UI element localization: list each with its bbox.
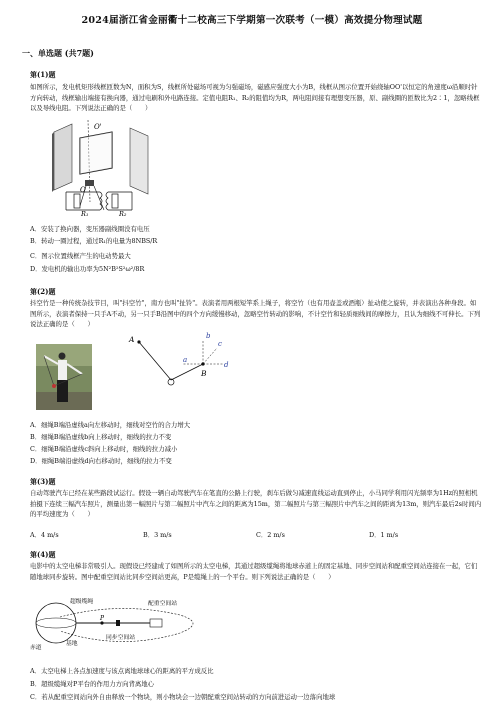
- q4-option-c: C．若从配重空间站向外自由释放一个物块，则小物块会一边朝配重空间站转动的方向前进运动一边落向地球: [30, 693, 336, 701]
- q4-fig-label-counterweight: 配重空间站: [148, 601, 177, 607]
- q3-number: 第(3)题: [30, 477, 56, 486]
- q1-fig-label-r1: R₁: [81, 210, 89, 218]
- q4-fig-label-cable: 超级缆绳: [70, 599, 94, 605]
- q2-text: 抖空竹是一种传统杂技节目，叫"抖空竹"，南方也叫"扯铃"。表演者用两根短竿系上绳子，将空竹（也有用壶盖或酒瓶）扯动使之旋转，并表演出各种身段。如图所示，表演者保持一只手A不动，另一只手B沿图中的四个方向缓慢移动，忽略空竹转动的影响，不计空竹和轻质细线间的摩擦力，且认为细线不可伸长。下列说法正确的是（ ）: [30, 299, 481, 328]
- q1-text: 如图所示，发电机矩形线框匝数为N，面积为S，线框所处磁场可视为匀强磁场，磁感应强度大小为B，线框从图示位置开始绕轴OO'以恒定的角速度ω沿顺时针方向转动，线框输出端接有换向器，通过电刷和外电路连接。定值电阻R₁、R₂的阻值均为R，两电阻间接有理想变压器，原、副线圈的匝数比为2∶1，忽略线框以及导线电阻。下列说法正确的是（ ）: [30, 83, 480, 112]
- q1-fig-label-r2: R₂: [119, 210, 127, 218]
- q3-option-d: D．1 m/s: [369, 531, 399, 539]
- q2-fig-label-a-line: a: [183, 356, 188, 364]
- q2-option-a: A．细绳B端沿虚线a向左移动时，细线对空竹的合力增大: [30, 421, 191, 429]
- q3-option-a: A．4 m/s: [30, 531, 59, 539]
- q4-fig-label-equator: 赤道: [30, 645, 42, 651]
- q4-option-b: B．超级缆绳对P平台的作用力方向背离地心: [30, 680, 155, 688]
- q4-option-a: A．太空电梯上各点加速度与该点离地球球心的距离的平方成反比: [30, 667, 214, 675]
- q2-rope-diagram: [125, 322, 245, 410]
- section-heading: 一、单选题 (共7题): [22, 48, 94, 58]
- q4-fig-label-sync-station: 同步空间站: [106, 635, 135, 641]
- q1-option-d: D．发电机的输出功率为5N²B²S²ω²/8R: [30, 265, 145, 273]
- page-title: 2024届浙江省金丽衢十二校高三下学期第一次联考（一模）高效提分物理试题: [81, 15, 423, 26]
- q2-option-d: D．细绳B端沿虚线d向右移动时，细线的拉力不变: [30, 457, 172, 465]
- q1-fig-label-o: O: [80, 186, 86, 194]
- q4-space-elevator-figure: [30, 593, 220, 663]
- q3-options: [30, 530, 482, 539]
- q1-option-c: C．图示位置线框产生的电动势最大: [30, 252, 131, 260]
- q2-number: 第(2)题: [30, 287, 56, 296]
- q1-fig-label-o-prime: O': [94, 123, 102, 131]
- q3-option-b: B．3 m/s: [143, 531, 172, 539]
- q4-fig-label-base: 基地: [66, 641, 78, 647]
- q1-option-b: B．转动一圈过程，通过R₁的电量为8NBS/R: [30, 237, 158, 245]
- q2-fig-label-b: B: [201, 369, 207, 378]
- q4-text: 电影中的太空电梯非常吸引人。现假设已经建成了如图所示的太空电梯，其通过超级缆绳将地球赤道上的固定基地、同步空间站和配重空间站连接在一起，它们随地球同步旋转。图中配重空间站比同步空间站更高，P是缆绳上的一个平台。则下列说法正确的是（ ）: [30, 562, 478, 581]
- q2-performer-photo: [36, 344, 92, 410]
- q4-number: 第(4)题: [30, 550, 56, 559]
- q2-fig-label-b-line: b: [206, 332, 211, 340]
- q2-fig-label-c-line: c: [218, 340, 222, 348]
- q3-text: 自动驾驶汽车已经在某些路段试运行。假设一辆自动驾驶汽车在笔直的公路上行驶，刹车后做匀减速直线运动直到停止，小马同学利用闪光频率为1Hz的照相机拍摄下连续三幅汽车照片，测量出第一幅照片与第二幅照片中汽车之间的距离为15m，第二幅照片与第三幅照片中汽车之间的距离为13m，则汽车最后2s时间内的平均速度为（ ）: [30, 489, 482, 518]
- q1-option-a: A．安装了换向器，变压器副线圈没有电压: [30, 225, 150, 233]
- q1-circuit-figure: [60, 186, 140, 220]
- q3-option-c: C．2 m/s: [256, 531, 285, 539]
- q2-option-b: B．细绳B端沿虚线b向上移动时，细线的拉力不变: [30, 433, 172, 441]
- q1-number: 第(1)题: [30, 70, 56, 79]
- q4-fig-label-p: P: [100, 615, 105, 622]
- q2-option-c: C．细绳B端沿虚线c斜向上移动时，细线的拉力减小: [30, 445, 178, 453]
- q2-fig-label-d-line: d: [224, 361, 229, 369]
- q2-fig-label-a: A: [129, 335, 135, 344]
